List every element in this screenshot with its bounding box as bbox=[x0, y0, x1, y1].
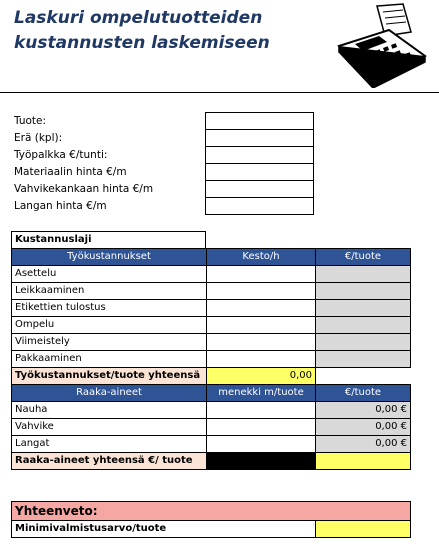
interfacing-price-label: Vahvikekankaan hinta €/m bbox=[14, 183, 154, 195]
material-row-label: Vahvike bbox=[11, 418, 207, 436]
labor-row-label: Asettelu bbox=[11, 265, 207, 283]
calculator-printer-icon bbox=[333, 2, 429, 88]
labor-cost-cell bbox=[315, 316, 411, 334]
labor-cost-cell bbox=[315, 350, 411, 368]
labor-costs-header: Työkustannukset bbox=[11, 248, 207, 266]
labor-cost-cell bbox=[315, 282, 411, 300]
min-cost-value bbox=[315, 520, 411, 538]
hourly-wage-input[interactable] bbox=[205, 146, 314, 164]
material-usage-input[interactable] bbox=[206, 418, 316, 436]
summary-header: Yhteenveto: bbox=[11, 501, 411, 521]
materials-total-label: Raaka-aineet yhteensä €/ tuote bbox=[11, 452, 207, 470]
thread-price-input[interactable] bbox=[205, 197, 314, 215]
thread-price-label: Langan hinta €/m bbox=[14, 200, 107, 212]
material-usage-input[interactable] bbox=[206, 401, 316, 419]
labor-cost-cell bbox=[315, 265, 411, 283]
labor-row-label: Etikettien tulostus bbox=[11, 299, 207, 317]
title-line-2: kustannusten laskemiseen bbox=[14, 33, 270, 53]
title-line-1: Laskuri ompelutuotteiden bbox=[14, 8, 263, 28]
batch-input[interactable] bbox=[205, 129, 314, 147]
labor-row-label: Pakkaaminen bbox=[11, 350, 207, 368]
product-label: Tuote: bbox=[14, 115, 47, 127]
material-price-input[interactable] bbox=[205, 163, 314, 181]
labor-duration-input[interactable] bbox=[206, 265, 316, 283]
labor-per-product-header: €/tuote bbox=[315, 248, 411, 266]
material-usage-input[interactable] bbox=[206, 435, 316, 453]
materials-per-product-header: €/tuote bbox=[315, 384, 411, 402]
usage-header: menekki m/tuote bbox=[206, 384, 316, 402]
labor-row-label: Viimeistely bbox=[11, 333, 207, 351]
labor-duration-input[interactable] bbox=[206, 299, 316, 317]
labor-total-value: 0,00 bbox=[206, 367, 316, 385]
material-row-label: Nauha bbox=[11, 401, 207, 419]
material-price-label: Materiaalin hinta €/m bbox=[14, 166, 127, 178]
cost-type-header: Kustannuslaji bbox=[11, 231, 206, 249]
labor-cost-cell bbox=[315, 299, 411, 317]
material-cost-cell: 0,00 € bbox=[315, 418, 411, 436]
title-separator bbox=[0, 92, 439, 93]
labor-cost-cell bbox=[315, 333, 411, 351]
labor-duration-input[interactable] bbox=[206, 316, 316, 334]
labor-duration-input[interactable] bbox=[206, 282, 316, 300]
materials-total-value bbox=[315, 452, 411, 470]
labor-total-label: Työkustannukset/tuote yhteensä bbox=[11, 367, 207, 385]
hourly-wage-label: Työpalkka €/tunti: bbox=[14, 149, 108, 161]
product-input[interactable] bbox=[205, 112, 314, 130]
materials-header: Raaka-aineet bbox=[11, 384, 207, 402]
labor-duration-input[interactable] bbox=[206, 350, 316, 368]
material-cost-cell: 0,00 € bbox=[315, 435, 411, 453]
material-row-label: Langat bbox=[11, 435, 207, 453]
min-cost-label: Minimivalmistusarvo/tuote bbox=[11, 520, 316, 538]
material-cost-cell: 0,00 € bbox=[315, 401, 411, 419]
duration-header: Kesto/h bbox=[206, 248, 316, 266]
batch-label: Erä (kpl): bbox=[14, 132, 63, 144]
interfacing-price-input[interactable] bbox=[205, 180, 314, 198]
labor-row-label: Ompelu bbox=[11, 316, 207, 334]
page-title bbox=[14, 6, 334, 56]
materials-total-blank-cell bbox=[206, 452, 316, 470]
labor-duration-input[interactable] bbox=[206, 333, 316, 351]
labor-row-label: Leikkaaminen bbox=[11, 282, 207, 300]
